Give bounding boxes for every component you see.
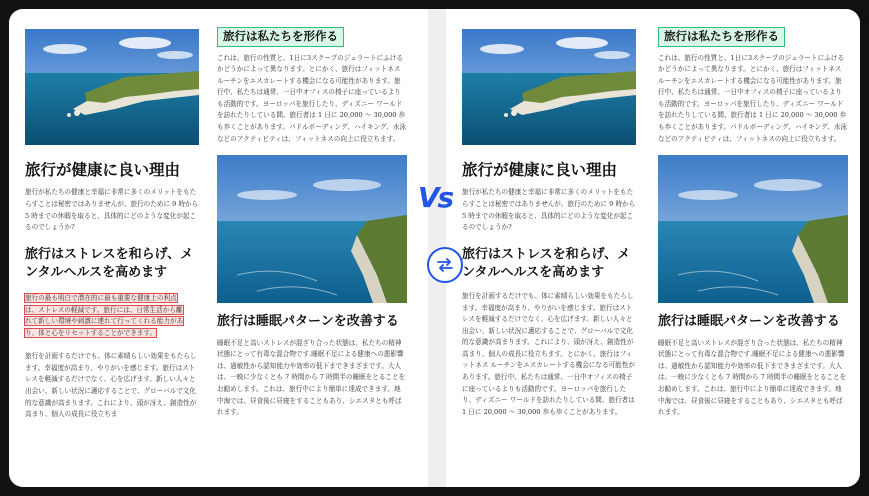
highlight-line[interactable]: 旅行の最も明白で潜在的に最も重要な健康上の利点 [25, 294, 177, 303]
paragraph-why-travel: 旅行が私たちの健康と幸福に非常に多くのメリットをもたらすことは秘密ではありませんが、旅行のために 9 時から 5 時までの休暇を取ると、具体的にどのような変化が起こるのでしょうか? [462, 188, 636, 232]
section-tag: 旅行は私たちを形作る [217, 27, 344, 47]
vs-label: Vs [417, 181, 453, 214]
paragraph-intro: これは、旅行の性質と、1日に3スクープのジェラートにふけるかどうかによって異なります。とにかく、旅行はフィットネス ルーチンをエスカレートする機会になる可能性があります。旅行中、私たちは通常、一日中オフィスの椅子に座っているよりも活動的です。ヨーロッパを旅行したり、ディズニー ワールドを訪れたりしている間、旅行者は 1 日に 20,000 ～ 30,000 歩も歩くことがあります。パドルボーディング、ハイキング、水泳などのアクティビティは、フィットネスの向上に役立ちます。 [658, 53, 848, 143]
paragraph-why-travel: 旅行が私たちの健康と幸福に非常に多くのメリットをもたらすことは秘密ではありませんが、旅行のために 9 時から 5 時までの休暇を取ると、具体的にどのような変化が起こるのでしょうか? [25, 188, 199, 232]
paragraph-planning: 旅行を計画するだけでも、体に素晴らしい効果をもたらします。幸福度が高まり、やりがいを感じます。旅行はストレスを軽減するだけでなく、心を広げます。新しい人々と出会い、新しい状況に適応することで、グローバルで文化的な意識が高まります。これにより、頭が冴え、創造性が高まり、個人の成長に役立ちま [25, 352, 197, 419]
cliff-photo [658, 155, 848, 303]
paragraph-sleep: 睡眠不足と高いストレスが混ざり合った状態は、私たちの精神状態にとって有毒な混合物です.睡眠不足による健康への悪影響は、過敏性から認知能力や効率の低下まできまざまです。大人は、一晩に少なくとも 7 時間から 7 時間半の睡眠をとることをお勧めします。これは、旅行中により簡単に達成できます。地中海では、昼食後に昼寝をすることもあり、シエスタとも呼ばれます。 [217, 338, 406, 417]
heading-why-travel: 旅行が健康に良い理由 [25, 160, 181, 179]
heading-stress-relief: 旅行はストレスを和らげ、メンタルヘルスを高めます [462, 246, 631, 281]
cliff-photo [217, 155, 407, 303]
heading-sleep: 旅行は睡眠パターンを改善する [658, 314, 840, 330]
left-column-b [217, 25, 407, 419]
highlight-line[interactable]: は、ストレスの軽減です。旅行には、日常生活から離 [25, 305, 183, 314]
highlighted-passage [25, 293, 199, 339]
right-column-b [658, 25, 848, 419]
right-column-a [462, 29, 636, 418]
heading-sleep: 旅行は睡眠パターンを改善する [217, 314, 399, 330]
comparison-screen [9, 9, 860, 487]
paragraph-intro: これは、旅行の性質と、1日に3スクープのジェラートにふけるかどうかによって異なります。とにかく、旅行はフィットネス ルーチンをエスカレートする機会になる可能性があります。旅行中、私たちは通常、一日中オフィスの椅子に座っているよりも活動的です。ヨーロッパを旅行したり、ディズニー ワールドを訪れたりしている間、旅行者は 1 日に 20,000 ～ 30,000 歩も歩くことがあります。パドルボーディング、ハイキング、水泳などのアクティビティは、フィットネスの向上に役立ちます。 [217, 53, 407, 143]
swap-button[interactable] [427, 247, 463, 283]
left-page [9, 9, 428, 487]
swap-arrows-icon [436, 258, 454, 272]
highlight-line[interactable]: り、体と心をリセットすることができます。 [25, 328, 157, 337]
section-tag: 旅行は私たちを形作る [658, 27, 785, 47]
coast-photo [462, 29, 636, 145]
coast-photo [25, 29, 199, 145]
paragraph-sleep: 睡眠不足と高いストレスが混ざり合った状態は、私たちの精神状態にとって有毒な混合物です.睡眠不足による健康への悪影響は、過敏性から認知能力や効率の低下まできまざまです。大人は、一晩に少なくとも 7 時間から 7 時間半の睡眠をとることをお勧めします。これは、旅行中により簡単に達成できます。地中海では、昼食後に昼寝をすることもあり、シエスタとも呼ばれます。 [658, 338, 847, 417]
heading-stress-relief: 旅行はストレスを和らげ、メンタルヘルスを高めます [25, 246, 194, 281]
highlight-line[interactable]: れて新しい環境や刺激に連れて行ってくれる能力があ [25, 317, 184, 326]
heading-why-travel: 旅行が健康に良い理由 [462, 160, 618, 179]
paragraph-planning: 旅行を計画するだけでも、体に素晴らしい効果をもたらします。幸福度が高まり、やりがいを感じます。旅行はストレスを軽減するだけでなく、心を広げます。新しい人々と出会い、新しい状況に適応することで、グローバルで文化的な意識が高まります。これにより、頭が冴え、創造性が高まり、個人の成長に役立ちます。とにかく、旅行はフィットネス ルーチンをエスカレートする機会になる可能性があります。旅行中、私たちは通常、一日中オフィスの椅子に座っているよりも活動的です。ヨーロッパを旅行したり、ディズニー ワールドを訪れたりしている間、旅行者は 1 日に 20,000 ～ 30,000 歩も歩くことがあります。 [462, 292, 635, 416]
right-page [446, 9, 860, 487]
left-column-a [25, 29, 199, 421]
